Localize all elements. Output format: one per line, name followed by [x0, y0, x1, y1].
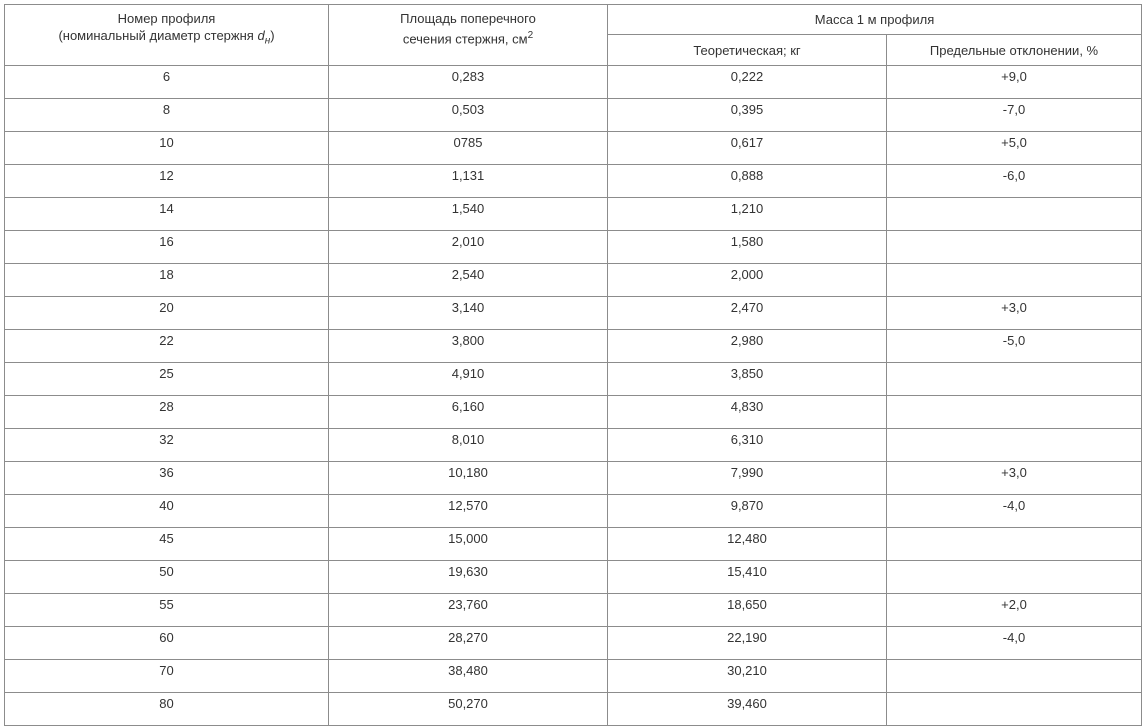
header-profile-line2-pre: (номинальный диаметр стержня — [58, 28, 258, 43]
cell-deviation — [887, 396, 1142, 429]
cell-deviation — [887, 198, 1142, 231]
cell-profile: 40 — [5, 495, 329, 528]
header-profile-number — [5, 5, 329, 66]
header-profile-line2 — [5, 27, 328, 50]
cell-mass: 9,870 — [608, 495, 887, 528]
cell-mass: 4,830 — [608, 396, 887, 429]
cell-mass: 0,888 — [608, 165, 887, 198]
table-row — [5, 198, 1142, 231]
cell-mass: 2,470 — [608, 297, 887, 330]
cell-area: 0,503 — [329, 99, 608, 132]
cell-mass: 39,460 — [608, 693, 887, 726]
table-row — [5, 264, 1142, 297]
cell-area: 0,283 — [329, 66, 608, 99]
cell-area: 50,270 — [329, 693, 608, 726]
cell-area: 12,570 — [329, 495, 608, 528]
cell-profile: 14 — [5, 198, 329, 231]
cell-area: 1,540 — [329, 198, 608, 231]
header-row-top — [5, 5, 1142, 35]
cell-area: 2,540 — [329, 264, 608, 297]
cell-area: 3,140 — [329, 297, 608, 330]
table-row — [5, 462, 1142, 495]
cell-deviation — [887, 231, 1142, 264]
header-area-line2-text: сечения стержня, см — [402, 31, 528, 47]
header-area-line2 — [329, 27, 607, 47]
table-body — [5, 66, 1142, 726]
table-row — [5, 561, 1142, 594]
cell-profile: 25 — [5, 363, 329, 396]
header-area-sup: 2 — [527, 30, 534, 41]
cell-area: 1,131 — [329, 165, 608, 198]
cell-profile: 20 — [5, 297, 329, 330]
cell-area: 15,000 — [329, 528, 608, 561]
cell-deviation: -6,0 — [887, 165, 1142, 198]
header-profile-line2-post: ) — [270, 28, 275, 43]
cell-mass: 6,310 — [608, 429, 887, 462]
cell-profile: 36 — [5, 462, 329, 495]
cell-profile: 16 — [5, 231, 329, 264]
cell-deviation: -4,0 — [887, 627, 1142, 660]
header-area-line1: Площадь поперечного — [400, 11, 536, 26]
cell-deviation: -4,0 — [887, 495, 1142, 528]
header-profile-sub: н — [264, 35, 271, 47]
table-row — [5, 528, 1142, 561]
cell-mass: 12,480 — [608, 528, 887, 561]
cell-area: 0785 — [329, 132, 608, 165]
cell-profile: 8 — [5, 99, 329, 132]
header-profile-var: d — [257, 28, 265, 43]
cell-mass: 2,980 — [608, 330, 887, 363]
table-row — [5, 594, 1142, 627]
table-row — [5, 693, 1142, 726]
profile-mass-table — [4, 4, 1142, 726]
header-mass-group: Масса 1 м профиля — [608, 5, 1142, 35]
cell-deviation: +9,0 — [887, 66, 1142, 99]
cell-deviation: +5,0 — [887, 132, 1142, 165]
cell-deviation — [887, 528, 1142, 561]
cell-mass: 18,650 — [608, 594, 887, 627]
table-row — [5, 363, 1142, 396]
header-theoretical-mass: Теоретическая; кг — [608, 35, 887, 66]
cell-profile: 12 — [5, 165, 329, 198]
cell-deviation — [887, 561, 1142, 594]
cell-area: 10,180 — [329, 462, 608, 495]
cell-profile: 80 — [5, 693, 329, 726]
cell-area: 2,010 — [329, 231, 608, 264]
cell-profile: 10 — [5, 132, 329, 165]
cell-deviation: +2,0 — [887, 594, 1142, 627]
cell-deviation — [887, 429, 1142, 462]
cell-mass: 1,580 — [608, 231, 887, 264]
table-row — [5, 495, 1142, 528]
table-row — [5, 66, 1142, 99]
cell-deviation — [887, 693, 1142, 726]
cell-mass: 0,617 — [608, 132, 887, 165]
cell-mass: 2,000 — [608, 264, 887, 297]
table-row — [5, 297, 1142, 330]
header-deviation: Предельные отклонении, % — [887, 35, 1142, 66]
table-row — [5, 660, 1142, 693]
cell-deviation — [887, 660, 1142, 693]
cell-profile: 70 — [5, 660, 329, 693]
header-cross-section-area — [329, 5, 608, 66]
cell-profile: 32 — [5, 429, 329, 462]
cell-profile: 28 — [5, 396, 329, 429]
cell-deviation: +3,0 — [887, 297, 1142, 330]
cell-mass: 22,190 — [608, 627, 887, 660]
table-row — [5, 231, 1142, 264]
cell-profile: 55 — [5, 594, 329, 627]
table-row — [5, 165, 1142, 198]
cell-deviation: -5,0 — [887, 330, 1142, 363]
cell-profile: 60 — [5, 627, 329, 660]
cell-mass: 7,990 — [608, 462, 887, 495]
cell-deviation: -7,0 — [887, 99, 1142, 132]
cell-area: 23,760 — [329, 594, 608, 627]
cell-deviation: +3,0 — [887, 462, 1142, 495]
header-profile-line1: Номер профиля — [117, 11, 216, 26]
cell-area: 38,480 — [329, 660, 608, 693]
cell-profile: 6 — [5, 66, 329, 99]
cell-area: 28,270 — [329, 627, 608, 660]
cell-area: 6,160 — [329, 396, 608, 429]
table-row — [5, 429, 1142, 462]
cell-profile: 45 — [5, 528, 329, 561]
cell-profile: 50 — [5, 561, 329, 594]
table-row — [5, 330, 1142, 363]
cell-area: 3,800 — [329, 330, 608, 363]
table-row — [5, 396, 1142, 429]
table-row — [5, 627, 1142, 660]
cell-mass: 3,850 — [608, 363, 887, 396]
cell-mass: 30,210 — [608, 660, 887, 693]
cell-mass: 0,395 — [608, 99, 887, 132]
cell-deviation — [887, 363, 1142, 396]
cell-mass: 0,222 — [608, 66, 887, 99]
cell-area: 8,010 — [329, 429, 608, 462]
cell-deviation — [887, 264, 1142, 297]
cell-area: 4,910 — [329, 363, 608, 396]
cell-profile: 18 — [5, 264, 329, 297]
cell-mass: 15,410 — [608, 561, 887, 594]
cell-area: 19,630 — [329, 561, 608, 594]
table-row — [5, 132, 1142, 165]
cell-profile: 22 — [5, 330, 329, 363]
cell-mass: 1,210 — [608, 198, 887, 231]
table-row — [5, 99, 1142, 132]
